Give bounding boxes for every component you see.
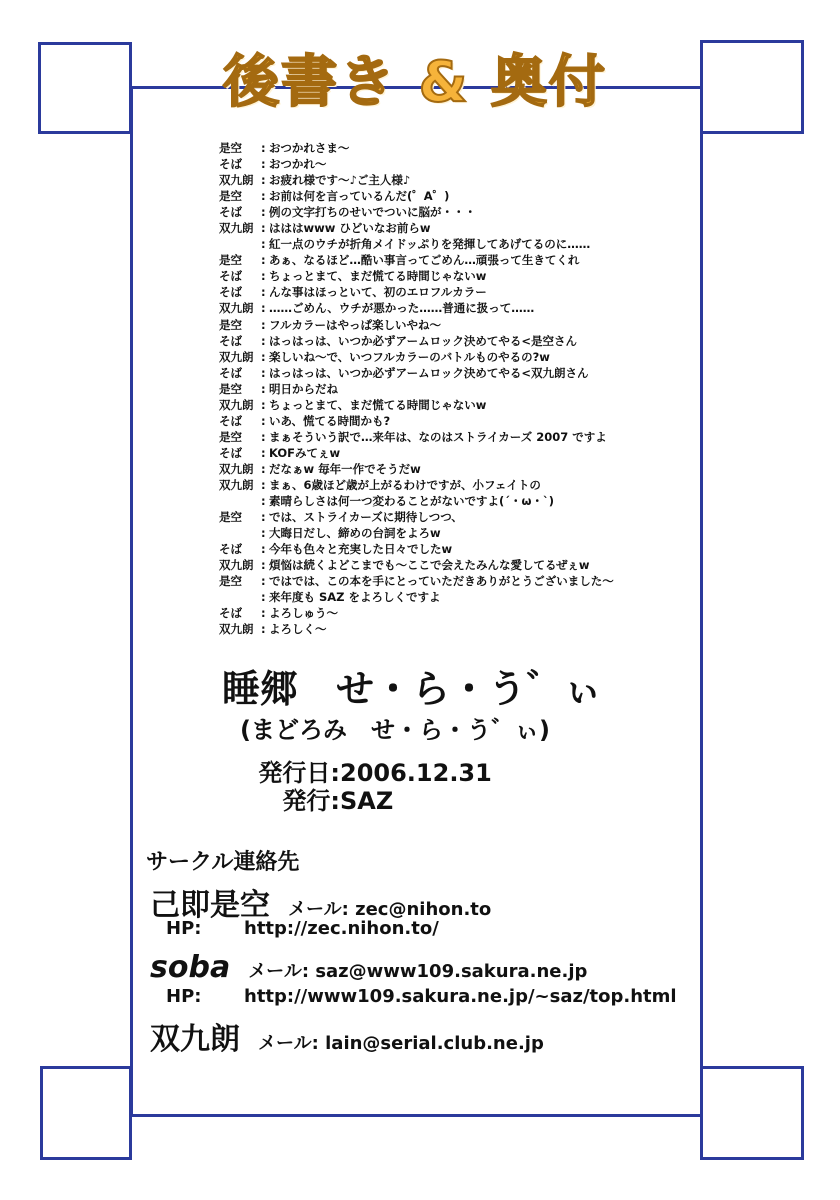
dialogue-speaker: 双九朗 [219, 477, 254, 492]
dialogue-colon: : [261, 333, 266, 348]
dialogue-text: 紅一点のウチが折角メイドッぷりを発揮してあげてるのに…… [269, 237, 591, 252]
member-mail-label: メール: [248, 961, 310, 982]
dialogue-line [219, 445, 689, 461]
dialogue-speaker: そば [219, 413, 242, 428]
dialogue-speaker [219, 493, 261, 509]
dialogue-speaker [219, 589, 261, 605]
dialogue-speaker: 是空 [219, 381, 242, 396]
dialogue-colon: : [261, 477, 266, 492]
member-mail [258, 1029, 544, 1055]
dialogue-speaker: 双九朗 [219, 622, 254, 637]
dialogue-text: はっはっは、いつか必ずアームロック決めてやる<双九朗さん [269, 365, 589, 380]
dialogue-speaker: 双九朗 [219, 558, 254, 573]
dialogue-colon: : [261, 494, 266, 509]
dialogue-colon: : [261, 381, 266, 396]
dialogue-line [219, 284, 689, 300]
dialogue-colon: : [261, 510, 266, 525]
dialogue-colon: : [261, 285, 266, 300]
dialogue-line [219, 140, 689, 156]
contact-heading: サークル連絡先 [146, 850, 300, 875]
dialogue-speaker: 是空 [219, 510, 242, 525]
dialogue-line [219, 429, 689, 445]
dialogue-line [219, 333, 689, 349]
publisher-label: 発行: [282, 787, 340, 815]
dialogue-text: まぁ、6歳ほど歳が上がるわけですが、小フェイトの [269, 477, 541, 492]
member-hp [166, 986, 677, 1007]
book-title: 睡郷 せ・ら・う゛ぃ [222, 667, 603, 711]
dialogue-text: 例の文字打ちのせいでついに脳が・・・ [269, 205, 476, 220]
member-name: 双九朗 [150, 1022, 240, 1057]
dialogue-text: では、ストライカーズに期待しつつ、 [269, 510, 463, 525]
dialogue-line [219, 317, 689, 333]
publication-date-label: 発行日: [258, 759, 340, 787]
dialogue-line [219, 188, 689, 204]
dialogue-speaker: 双九朗 [219, 173, 254, 188]
dialogue-speaker: そば [219, 157, 242, 172]
page-title: 後書き & 奥付 [223, 50, 607, 115]
dialogue-speaker: そば [219, 542, 242, 557]
dialogue-colon: : [261, 317, 266, 332]
dialogue-text: あぁ、なるほど…酷い事言ってごめん…頑張って生きてくれ [269, 253, 580, 268]
corner-box-bottom-right [700, 1066, 804, 1160]
dialogue-colon: : [261, 542, 266, 557]
dialogue-text: だなぁw 毎年一作でそうだw [269, 461, 421, 476]
dialogue-colon: : [261, 606, 266, 621]
dialogue-colon: : [261, 141, 266, 155]
publisher-value: SAZ [340, 787, 394, 815]
dialogue-text: フルカラーはやっぱ楽しいやね〜 [269, 317, 442, 332]
dialogue-line [219, 381, 689, 397]
dialogue-line [219, 477, 689, 493]
dialogue-colon: : [261, 558, 266, 573]
dialogue-text: 煩悩は続くよどこまでも〜ここで会えたみんな愛してるぜぇw [269, 558, 590, 573]
dialogue-colon: : [261, 205, 266, 220]
dialogue-colon: : [261, 301, 266, 316]
dialogue-line [219, 509, 689, 525]
dialogue-text: よろしゅう〜 [269, 606, 338, 621]
dialogue-speaker: そば [219, 445, 242, 460]
dialogue-line [219, 156, 689, 172]
dialogue-speaker [219, 236, 261, 252]
dialogue-colon: : [261, 429, 266, 444]
dialogue-speaker: 是空 [219, 317, 242, 332]
dialogue-line [219, 349, 689, 365]
dialogue-colon: : [261, 189, 266, 204]
dialogue-colon: : [261, 526, 266, 541]
member-mail-label: メール: [258, 1033, 319, 1054]
dialogue-colon: : [261, 221, 266, 236]
dialogue-text: 楽しいね〜で、いつフルカラーのバトルものやるの?w [269, 349, 550, 364]
dialogue-text: ではでは、この本を手にとっていただきありがとうございました〜 [269, 574, 614, 589]
dialogue-colon: : [261, 574, 266, 589]
dialogue-colon: : [261, 237, 266, 252]
dialogue-text: 素晴らしさは何一つ変わることがないですよ(´・ω・`) [269, 494, 555, 509]
dialogue-text: 大晦日だし、締めの台詞をよろw [269, 526, 441, 541]
member-name: soba [150, 950, 231, 985]
frame-right-line [700, 86, 703, 1116]
dialogue-line [219, 172, 689, 188]
member-mail [248, 957, 587, 983]
dialogue-line [219, 413, 689, 429]
dialogue-line [219, 300, 689, 316]
dialogue-line [219, 589, 689, 605]
dialogue-text: んな事はほっといて、初のエロフルカラー [269, 285, 487, 300]
dialogue-speaker: 是空 [219, 189, 242, 204]
dialogue-text: ……ごめん、ウチが悪かった……普通に扱って…… [269, 301, 535, 316]
dialogue-text: お疲れ様です〜♪ご主人様♪ [269, 173, 411, 188]
dialogue-line [219, 397, 689, 413]
dialogue-text: 来年度も SAZ をよろしくですよ [269, 590, 441, 605]
dialogue-line [219, 541, 689, 557]
dialogue-speaker: そば [219, 365, 242, 380]
member-hp [166, 918, 439, 939]
dialogue-colon: : [261, 269, 266, 284]
dialogue-speaker: そば [219, 205, 242, 220]
member-hp-url[interactable]: http://zec.nihon.to/ [244, 918, 439, 939]
publication-date-value: 2006.12.31 [340, 759, 492, 787]
dialogue-colon: : [261, 157, 266, 172]
contact-member [150, 1014, 544, 1058]
dialogue-line [219, 573, 689, 589]
contact-member [150, 950, 587, 985]
member-name: 己即是空 [150, 888, 270, 923]
member-mail-address[interactable]: lain@serial.club.ne.jp [325, 1033, 544, 1054]
dialogue-line [219, 252, 689, 268]
corner-box-top-left [38, 42, 132, 134]
dialogue-text: おつかれ〜 [269, 157, 327, 172]
dialogue-colon: : [261, 622, 266, 637]
corner-box-top-right [700, 40, 804, 134]
dialogue-line [219, 204, 689, 220]
dialogue-text: お前は何を言っているんだ(゜A゜) [269, 189, 450, 204]
dialogue-text: はっはっは、いつか必ずアームロック決めてやる<是空さん [269, 333, 578, 348]
dialogue-line [219, 461, 689, 477]
dialogue-colon: : [261, 365, 266, 380]
dialogue-speaker: 双九朗 [219, 349, 254, 364]
dialogue-text: ちょっとまて、まだ慌てる時間じゃないw [269, 397, 487, 412]
frame-bottom-line [130, 1114, 702, 1117]
member-hp-label: HP: [166, 918, 202, 939]
dialogue-speaker: そば [219, 333, 242, 348]
dialogue-line [219, 493, 689, 509]
dialogue-speaker: 是空 [219, 429, 242, 444]
dialogue-text: おつかれさま〜 [269, 141, 350, 155]
dialogue-colon: : [261, 173, 266, 188]
dialogue-text: ちょっとまて、まだ慌てる時間じゃないw [269, 269, 487, 284]
dialogue-line [219, 557, 689, 573]
afterword-dialogue [219, 140, 689, 637]
dialogue-speaker: 是空 [219, 141, 242, 155]
dialogue-line [219, 365, 689, 381]
dialogue-colon: : [261, 461, 266, 476]
dialogue-line [219, 268, 689, 284]
dialogue-text: はははwww ひどいなお前らw [269, 221, 431, 236]
dialogue-speaker: 双九朗 [219, 221, 254, 236]
dialogue-line [219, 605, 689, 621]
dialogue-speaker: 双九朗 [219, 397, 254, 412]
dialogue-speaker: そば [219, 269, 242, 284]
book-title-reading: (まどろみ せ・ら・う゛ぃ) [240, 716, 550, 744]
member-hp-url[interactable]: http://www109.sakura.ne.jp/~saz/top.html [244, 986, 677, 1007]
dialogue-speaker [219, 525, 261, 541]
dialogue-colon: : [261, 590, 266, 605]
dialogue-line [219, 525, 689, 541]
dialogue-text: いあ、慌てる時間かも? [269, 413, 391, 428]
dialogue-colon: : [261, 413, 266, 428]
dialogue-colon: : [261, 349, 266, 364]
dialogue-speaker: 双九朗 [219, 461, 254, 476]
member-mail-address[interactable]: zec@nihon.to [355, 899, 492, 920]
publisher [250, 786, 393, 816]
member-hp-label: HP: [166, 986, 202, 1007]
dialogue-line [219, 236, 689, 252]
dialogue-speaker: そば [219, 606, 242, 621]
dialogue-text: KOFみてぇw [269, 445, 341, 460]
dialogue-speaker: 是空 [219, 253, 242, 268]
dialogue-line [219, 220, 689, 236]
dialogue-text: 今年も色々と充実した日々でしたw [269, 542, 453, 557]
dialogue-speaker: 是空 [219, 574, 242, 589]
publication-date [250, 758, 492, 788]
dialogue-line [219, 621, 689, 637]
frame-left-line [130, 86, 133, 1116]
dialogue-speaker: 双九朗 [219, 301, 254, 316]
corner-box-bottom-left [40, 1066, 132, 1160]
member-mail-label: メール: [288, 899, 349, 920]
dialogue-text: 明日からだね [269, 381, 338, 396]
dialogue-text: よろしく〜 [269, 622, 327, 637]
dialogue-colon: : [261, 445, 266, 460]
dialogue-speaker: そば [219, 285, 242, 300]
dialogue-text: まぁそういう訳で…来年は、なのはストライカーズ 2007 ですよ [269, 429, 607, 444]
dialogue-colon: : [261, 253, 266, 268]
dialogue-colon: : [261, 397, 266, 412]
member-mail-address[interactable]: saz@www109.sakura.ne.jp [315, 961, 588, 982]
